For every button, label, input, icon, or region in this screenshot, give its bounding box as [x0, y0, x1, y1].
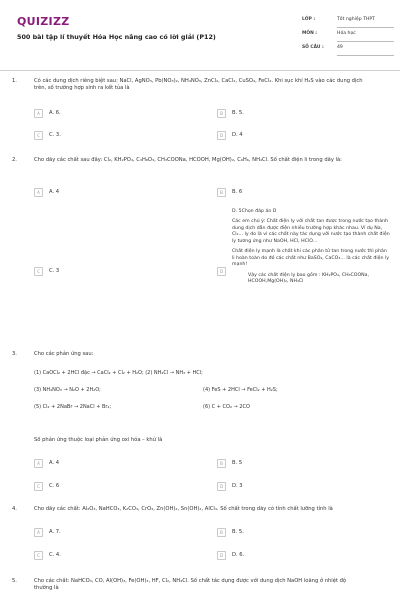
meta-count-row — [302, 42, 394, 56]
option-text: A. 4 — [49, 459, 60, 466]
option-text: A. 7. — [49, 528, 61, 535]
meta-count-value: 49 — [337, 45, 343, 50]
option-text: A. 6. — [49, 109, 61, 116]
meta-class-value: Tốt nghiệp THPT — [337, 17, 375, 22]
option-text: B. 5. — [232, 528, 244, 535]
option-text: B. 5 — [232, 459, 243, 466]
meta-count-label: SỐ CÂU : — [302, 45, 324, 50]
option-letter-box: D — [217, 551, 226, 560]
question-subtext: Số phản ứng thuộc loại phản ứng oxi hóa – khử là — [34, 437, 163, 443]
answer-explanation — [232, 209, 390, 290]
option-text: B. 5. — [232, 109, 244, 116]
option-text: D. 4 — [232, 131, 243, 138]
meta-underline — [337, 55, 394, 56]
option-letter-box: D — [217, 267, 226, 276]
question-number: 5. — [12, 578, 17, 584]
question-text: Cho các phản ứng sau: — [34, 351, 94, 357]
reaction-line: (3) NH₄NO₃ → N₂O + 2H₂O; — [34, 387, 101, 393]
reaction-line: (6) C + CO₂ → 2CO — [203, 404, 250, 410]
option-text: C. 6 — [49, 482, 60, 489]
question-text: Cho dãy các chất: Al₂O₃, NaHCO₃, K₂CO₃, CrO₃, Zn(OH)₂, Sn(OH)₂, AlCl₃. Số chất trong dãy có tính chất lưỡng tính là — [34, 506, 333, 512]
option-letter-box: C — [34, 131, 43, 140]
option-text: A. 4 — [49, 188, 60, 195]
meta-subject-value: Hóa học — [337, 31, 356, 36]
option-letter-box: B — [217, 528, 226, 537]
option-text: D. 6. — [232, 551, 245, 558]
meta-subject-row — [302, 28, 394, 42]
meta-class-row — [302, 14, 394, 28]
option-letter-box: A — [34, 528, 43, 537]
option-letter-box: D — [217, 131, 226, 140]
option-letter-box: A — [34, 109, 43, 118]
option-text: D. 3 — [232, 482, 243, 489]
option-letter-box: B — [217, 459, 226, 468]
document-title: 500 bài tập lí thuyết Hóa Học nâng cao có lời giải (P12) — [17, 33, 216, 41]
option-text: C. 3 — [49, 267, 60, 274]
question-number: 3. — [12, 351, 17, 357]
question-number: 4. — [12, 506, 17, 512]
reaction-line: (5) Cl₂ + 2NaBr → 2NaCl + Br₂; — [34, 404, 112, 410]
meta-class-label: LỚP : — [302, 17, 316, 22]
option-text: C. 4. — [49, 551, 61, 558]
option-text: B. 6 — [232, 188, 243, 195]
question-text: Có các dung dịch riêng biệt sau: NaCl, AgNO₃, Pb(NO₃)₂, NH₄NO₃, ZnCl₂, CaCl₂, CuSO₄, FeCl₂. Khi sục khí H₂S vào các dung dịch trên, số trường hợp sinh ra kết tủa là — [34, 78, 363, 92]
option-letter-box: C — [34, 482, 43, 491]
quizizz-logo: QUIZIZZ — [17, 15, 70, 28]
question-text: Cho các chất: NaHCO₃, CO, Al(OH)₃, Fe(OH)₃, HF, Cl₂, NH₄Cl. Số chất tác dụng được với dung dịch NaOH loãng ở nhiệt độ thường là — [34, 578, 347, 592]
option-letter-box: B — [217, 188, 226, 197]
explanation-paragraph: Vậy các chất điện ly bao gồm : KH₂PO₄, CH₃COONa, HCOOH,Mg(OH)₂, NH₄Cl — [248, 272, 370, 285]
explanation-answer: D. 5Chọn đáp án D — [232, 209, 277, 214]
option-letter-box: A — [34, 459, 43, 468]
option-letter-box: B — [217, 109, 226, 118]
reaction-line: (4) FeS + 2HCl → FeCl₂ + H₂S; — [203, 387, 278, 393]
meta-subject-label: MÔN : — [302, 31, 318, 36]
question-number: 2. — [12, 157, 17, 163]
option-letter-box: D — [217, 482, 226, 491]
header-divider — [0, 70, 400, 71]
reaction-line: (1) CaOCl₂ + 2HCl đặc → CaCl₂ + Cl₂ + H₂O; (2) NH₄Cl → NH₃ + HCl; — [34, 370, 203, 376]
question-text: Cho dãy các chất sau đây: Cl₂, KH₂PO₄, C₃H₈O₃, CH₃COONa, HCOOH, Mg(OH)₂, C₆H₆, NH₄Cl. Số chất điện li trong dãy là: — [34, 157, 342, 163]
option-text: C. 3. — [49, 131, 61, 138]
explanation-paragraph: Các em chú ý: Chất điện ly với chất tan được trong nước tạo thành dung dịch dẫn được điện nhiều trường hợp khác nhau. Ví dụ Na, Cl₂… ly do là vì các chất này tác dụng với nước tạo thành chất điện ly tương ứng như NaOH, HCl, HClO… — [232, 219, 390, 244]
option-letter-box: C — [34, 267, 43, 276]
page-header — [0, 0, 400, 64]
option-letter-box: C — [34, 551, 43, 560]
explanation-paragraph: Chất điện ly mạnh là chất khi các phân tử tan trong nước thì phân li hoàn toàn do đó các chất như BaSO₄, CaCO₃… là các chất điện ly mạnh! — [232, 249, 390, 268]
option-letter-box: A — [34, 188, 43, 197]
question-number: 1. — [12, 78, 17, 84]
